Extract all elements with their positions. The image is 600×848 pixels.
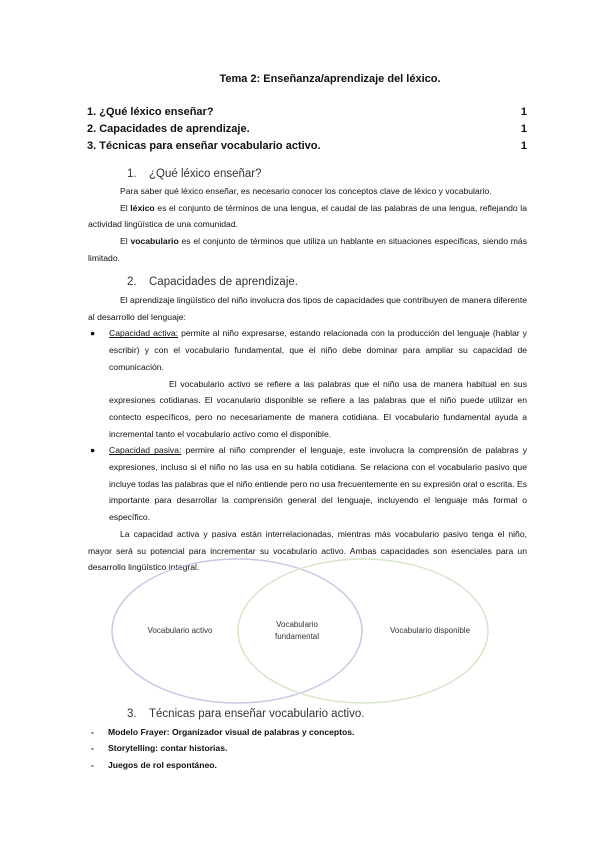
term: Capacidad activa: (109, 328, 178, 339)
text: El (120, 202, 131, 213)
toc-label: 3. Técnicas para enseñar vocabulario activo. (87, 140, 321, 152)
item-text: Juegos de rol espontáneo. (108, 759, 217, 770)
bullet-icon: ● (90, 328, 96, 339)
heading-number: 1. (127, 168, 137, 180)
document-title: Tema 2: Enseñanza/aprendizaje del léxico. (219, 73, 441, 85)
section-3-heading (127, 708, 364, 720)
techniques-list (91, 724, 354, 773)
dash-icon: - (91, 727, 94, 737)
heading-number: 2. (127, 276, 137, 288)
list-item (91, 757, 354, 773)
bullet-icon: ● (90, 445, 96, 456)
dash-icon: - (91, 759, 94, 770)
venn-label-center: Vocabulario fundamental (274, 620, 320, 641)
paragraph: El vocabulario activo se refiere a las palabras que el niño usa de manera habitual en sus expresiones cotidianas. El vocanulario disponible se refiere a las palabras que el niño puede utilizar en contecto específicos, pero no necesariamente de manera cotidiana. El vocabulario fundamental ayuda a incremental tanto el vocabulario activo como el disponible. (109, 378, 527, 439)
toc-label: 1. ¿Qué léxico enseñar? (87, 106, 214, 118)
venn-label-left: Vocabulario activo (147, 626, 213, 635)
item-text: Storytelling: contar historias. (108, 743, 228, 754)
term: Capacidad pasiva: (109, 445, 182, 456)
heading-number: 3. (127, 708, 137, 720)
toc-page: 1 (520, 140, 527, 152)
text: El (120, 236, 131, 247)
heading-text: Capacidades de aprendizaje. (149, 276, 298, 288)
venn-label-right: Vocabulario disponible (389, 626, 471, 635)
toc-page: 1 (520, 123, 527, 135)
toc-page: 1 (520, 106, 527, 118)
paragraph: La capacidad activa y pasiva están interrelacionadas, mientras más vocabulario pasivo tenga el niño, mayor será su potencial para incrementar su vocabulario activo. Ambas capacidades son esenciales para un desarrollo lingüístico integral. (88, 528, 527, 573)
paragraph: El aprendizaje lingüístico del niño involucra dos tipos de capacidades que contribuyen de manera diferente al desarrollo del lenguaje: (88, 295, 527, 322)
toc-label: 2. Capacidades de aprendizaje. (87, 123, 250, 135)
item-text: Modelo Frayer: Organizador visual de palabras y conceptos. (108, 727, 355, 737)
term: vocabulario (130, 236, 179, 247)
dash-icon: - (91, 743, 94, 754)
text: permire al niño comprender el lenguaje, este involucra la comprensión de palabras y expresiones, incluso si el niño no las usa en su habla cotidiana. Se relaciona con el vocabulario pasivo que incluye todas las palabras que el niño entiende pero no usa frecuentemente en su expresión oral o escrita. Es importante para desarrollar la comprensión general del lenguaje, incluyendo el lenguaje más formal o específico. (109, 445, 528, 523)
paragraph: Para saber qué léxico enseñar, es necesario conocer los conceptos clave de léxico y vocabulario. (120, 186, 492, 196)
text: permite al niño expresarse, estando relacionada con la producción del lenguaje (hablar y escribir) y con el vocabulario fundamental, que el niño debe dominar para ampliar su capacidad de comunicación. (109, 328, 527, 372)
list-item (91, 724, 354, 740)
text: es el conjunto de términos de una lengua, el caudal de las palabras de una lengua, reflejando la actividad lingüística de una comunidad. (88, 202, 527, 230)
heading-text: Técnicas para enseñar vocabulario activo. (149, 708, 365, 720)
text: es el conjunto de términos que utiliza un hablante en situaciones específicas, siendo más limitado. (88, 236, 528, 263)
list-item (91, 740, 354, 756)
term: léxico (130, 202, 155, 213)
heading-text: ¿Qué léxico enseñar? (149, 168, 262, 180)
